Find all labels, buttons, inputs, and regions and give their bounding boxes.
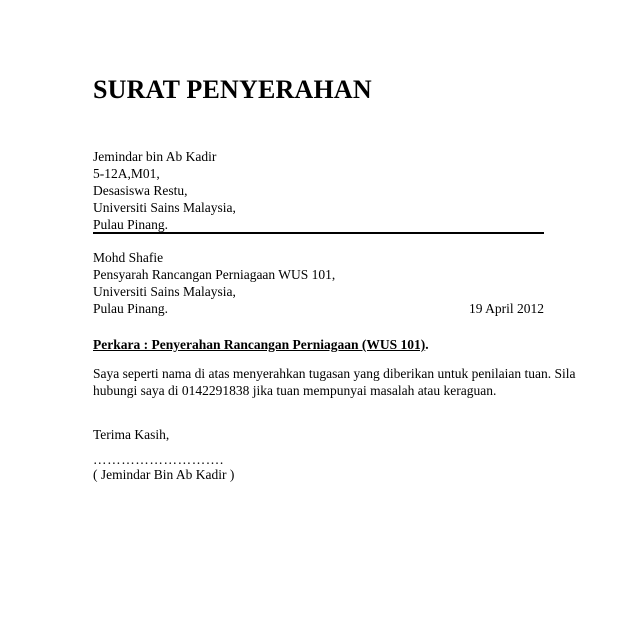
closing: Terima Kasih, xyxy=(93,427,170,442)
signature-name: ( Jemindar Bin Ab Kadir ) xyxy=(93,467,235,482)
recipient-name: Mohd Shafie xyxy=(93,250,164,265)
subject-text: Perkara : Penyerahan Rancangan Perniagaan (WUS 101) xyxy=(93,337,426,352)
subject-line xyxy=(93,337,429,353)
recipient-state: Pulau Pinang. xyxy=(93,301,169,316)
recipient-state-row xyxy=(93,300,544,317)
recipient-university: Universiti Sains Malaysia, xyxy=(93,284,236,299)
sender-state: Pulau Pinang. xyxy=(93,217,169,232)
body-line-1: Saya seperti nama di atas menyerahkan tugasan yang diberikan untuk penilaian tuan. Sila xyxy=(93,366,576,381)
header-divider xyxy=(93,232,544,234)
sender-room: 5-12A,M01, xyxy=(93,166,160,181)
recipient-address xyxy=(93,249,544,317)
body-line-2: hubungi saya di 0142291838 jika tuan mempunyai masalah atau keraguan. xyxy=(93,383,497,398)
sender-hostel: Desasiswa Restu, xyxy=(93,183,188,198)
sender-address xyxy=(93,148,236,233)
letter-title: SURAT PENYERAHAN xyxy=(93,75,372,104)
sender-university: Universiti Sains Malaysia, xyxy=(93,200,236,215)
signature-line: ………………………. xyxy=(93,452,224,467)
letter-date: 19 April 2012 xyxy=(468,301,544,316)
subject-end: . xyxy=(425,337,429,352)
letter-body xyxy=(93,365,576,399)
sender-name: Jemindar bin Ab Kadir xyxy=(93,149,217,164)
recipient-title: Pensyarah Rancangan Perniagaan WUS 101, xyxy=(93,267,336,282)
